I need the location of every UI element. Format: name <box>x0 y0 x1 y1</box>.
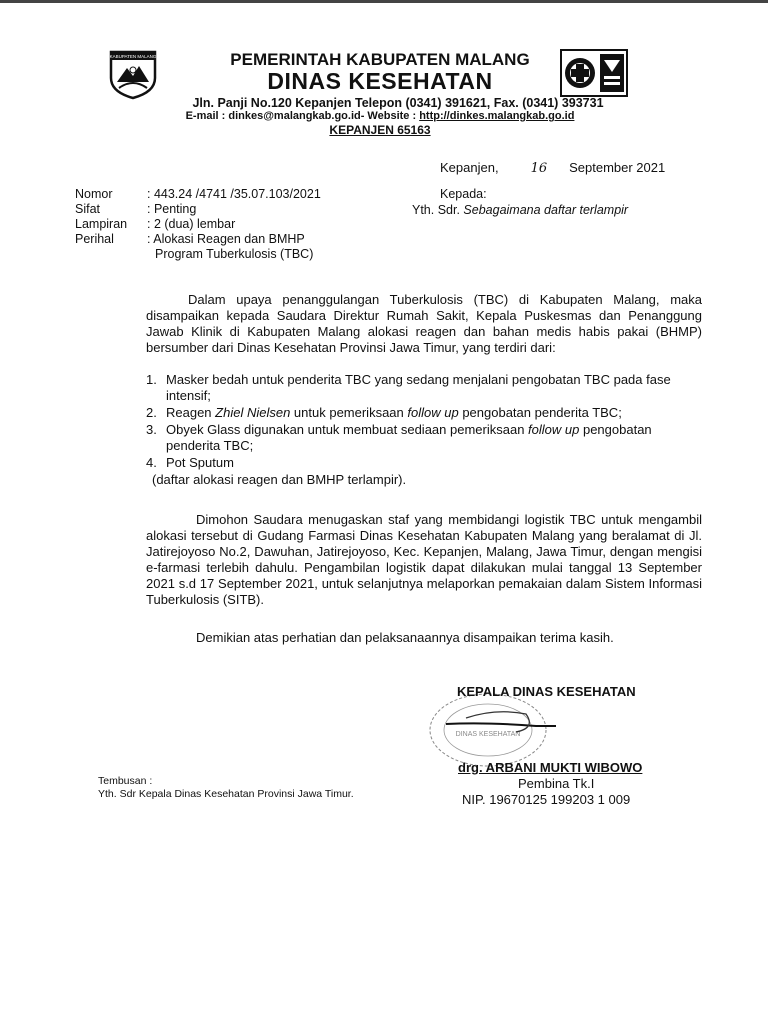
signer-title: KEPALA DINAS KESEHATAN <box>457 684 636 699</box>
yth-prefix: Yth. Sdr. <box>412 203 464 217</box>
stamp-text: DINAS KESEHATAN <box>455 731 521 738</box>
org-contact <box>110 110 650 122</box>
recipient-yth <box>412 203 628 217</box>
meta-value: : Penting <box>147 202 197 216</box>
text-run: untuk pemeriksaan <box>290 405 408 420</box>
logo-left-text: KABUPATEN MALANG <box>109 54 157 59</box>
list-item <box>146 372 702 404</box>
meta-nomor <box>75 187 321 202</box>
meta-lampiran <box>75 217 321 232</box>
kabupaten-malang-logo <box>107 48 159 100</box>
signer-name: drg. ARBANI MUKTI WIBOWO <box>458 760 643 775</box>
list-text: Masker bedah untuk penderita TBC yang sedang menjalani pengobatan TBC pada fase intensif; <box>166 372 671 403</box>
recipient-kepada: Kepada: <box>440 187 487 201</box>
list-item <box>146 422 702 454</box>
meta-label: Lampiran <box>75 217 128 231</box>
page-top-border <box>0 0 768 3</box>
letter-date <box>440 160 665 176</box>
org-address: Jln. Panji No.120 Kepanjen Telepon (0341) 391621, Fax. (0341) 393731 <box>192 96 604 110</box>
allocation-list <box>146 372 702 488</box>
org-name-line1: PEMERINTAH KABUPATEN MALANG <box>230 50 530 69</box>
text-run-italic: follow up <box>528 422 580 437</box>
meta-value: : Alokasi Reagen dan BMHP <box>147 232 305 246</box>
body-paragraph-1: Dalam upaya penanggulangan Tuberkulosis (TBC) di Kabupaten Malang, maka disampaikan kepada Saudara Direktur Rumah Sakit, Kepala Puskesmas dan Penanggung Jawab Klinik di Kabupaten Malang alokasi reagen dan bahan medis habis pakai (BHMP) bersumber dari Dinas Kesehatan Provinsi Jawa Timur, yang terdiri dari: <box>146 292 702 355</box>
list-item <box>146 405 702 421</box>
text-run: Reagen <box>166 405 216 420</box>
meta-label: Perihal <box>75 232 114 246</box>
list-number: 1. <box>146 372 157 387</box>
list-text: Pot Sputum <box>166 455 234 470</box>
signer-nip: NIP. 19670125 199203 1 009 <box>462 792 631 807</box>
date-month-year: September 2021 <box>569 160 666 175</box>
signer-rank: Pembina Tk.I <box>518 776 595 791</box>
date-place: Kepanjen, <box>440 160 499 175</box>
meta-perihal <box>75 232 321 247</box>
list-number: 3. <box>146 422 157 437</box>
text-run-italic: follow up <box>407 405 459 420</box>
meta-perihal-cont: Program Tuberkulosis (TBC) <box>155 247 314 261</box>
org-name-line2: DINAS KESEHATAN <box>267 68 493 94</box>
list-note: (daftar alokasi reagen dan BMHP terlampir). <box>152 472 407 487</box>
text-run: pengobatan penderita TBC; <box>458 405 622 420</box>
text-run: Obyek Glass digunakan untuk membuat sediaan pemeriksaan <box>166 422 529 437</box>
org-city-zip: KEPANJEN 65163 <box>329 123 431 137</box>
date-day: 16 <box>530 161 548 176</box>
email-text: E-mail : dinkes@malangkab.go.id- Website : <box>185 110 420 122</box>
website-link[interactable]: http://dinkes.malangkab.go.id <box>419 110 575 122</box>
letter-meta <box>75 187 321 262</box>
list-text <box>166 422 702 454</box>
meta-value: : 443.24 /4741 /35.07.103/2021 <box>147 187 321 201</box>
official-stamp <box>426 688 556 768</box>
meta-sifat <box>75 202 321 217</box>
meta-label: Nomor <box>75 187 113 201</box>
list-item <box>146 455 702 471</box>
text-run: pengobatan penderita TBC; <box>166 422 652 453</box>
yth-name: Sebagaimana daftar terlampir <box>463 203 629 217</box>
body-paragraph-2: Dimohon Saudara menugaskan staf yang membidangi logistik TBC untuk mengambil alokasi tersebut di Gudang Farmasi Dinas Kesehatan Kabupaten Malang yang beralamat di Jl. Jatirejoyoso No.2, Dawuhan, Jatirejoyoso, Kec. Kepanjen, Malang, Jawa Timur, dengan mengisi e-farmasi terlebih dahulu. Pengambilan logistik dapat dilakukan mulai tanggal 13 September 2021 s.d 17 September 2021, untuk selanjutnya melaporkan pemakaian dalam Sistem Informasi Tuberkulosis (SITB). <box>146 512 702 607</box>
list-number: 2. <box>146 405 157 420</box>
meta-label: Sifat <box>75 202 101 216</box>
cc-recipient: Yth. Sdr Kepala Dinas Kesehatan Provinsi Jawa Timur. <box>98 788 354 800</box>
meta-value: : 2 (dua) lembar <box>147 217 236 231</box>
list-number: 4. <box>146 455 157 470</box>
text-run-italic: Zhiel Nielsen <box>215 405 291 420</box>
list-text <box>166 405 702 421</box>
body-paragraph-3: Demikian atas perhatian dan pelaksanaannya disampaikan terima kasih. <box>196 630 614 645</box>
cc-label: Tembusan : <box>98 775 153 787</box>
